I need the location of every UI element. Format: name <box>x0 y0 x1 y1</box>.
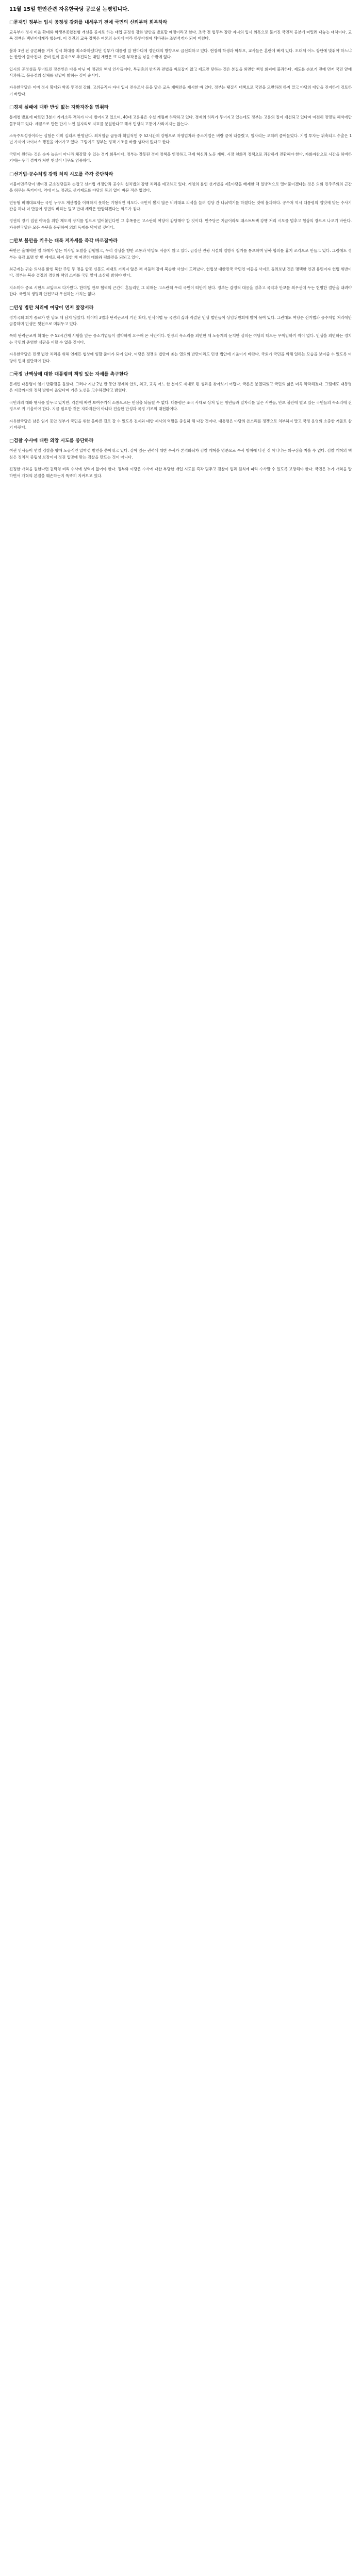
statement-section <box>9 238 352 297</box>
statement-section <box>9 20 352 97</box>
body-paragraph: 특히 탄력근로제 확대는 주 52시간제 시행을 앞둔 중소기업들이 절박하게 요구해 온 사안이다. 현장의 목소리를 외면한 채 노동계의 눈치만 살피는 여당의 태도는 무책임하기 짝이 없다. 민생을 외면하는 정치는 국민의 준엄한 심판을 피할 수 없을 것이다. <box>9 333 352 345</box>
statement-section <box>9 105 352 164</box>
section-heading: □경제 실패에 대한 반성 없는 자화자찬을 멈춰라 <box>9 105 109 111</box>
body-paragraph: 더불어민주당이 범여권 군소정당들과 손잡고 선거법 개정안과 공수처 설치법의 강행 처리를 예고하고 있다. 게임의 룰인 선거법을 제1야당을 배제한 채 일방적으로 밀어붙이겠다는 것은 의회 민주주의의 근간을 허무는 폭거이다. 역대 어느 정권도 선거제도를 야당의 동의 없이 바꾼 적은 없었다. <box>9 181 352 193</box>
body-paragraph: 자유한국당은 이미 정시 확대와 학종 투명성 강화, 고위공직자 자녀 입시 전수조사 등을 담은 교육 개혁안을 제시한 바 있다. 정부는 땜질식 대책으로 국면을 모면하려 하지 말고 야당의 대안을 진지하게 검토하기 바란다. <box>9 85 352 96</box>
body-paragraph: 여권 인사들이 연일 검찰을 향해 노골적인 압박성 발언을 쏟아내고 있다. 살아 있는 권력에 대한 수사가 본격화되자 검찰 개혁을 명분으로 수사 방해에 나선 것 아니냐는 의구심을 지울 수 없다. 검찰 개혁의 핵심은 정치적 중립성 보장이지 정권 입맛에 맞는 검찰을 만드는 것이 아니다. <box>9 448 352 460</box>
statement-section <box>9 305 352 364</box>
body-paragraph: 최근에는 귀순 의사를 밝힌 북한 주민 두 명을 합동 신문도 제대로 거치지 않은 채 서둘러 강제 북송한 사실이 드러났다. 헌법상 대한민국 국민인 이들을 사지로 돌려보낸 것은 명백한 인권 유린이자 헌법 위반이다. 정부는 북송 결정의 경위와 책임 소재를 국민 앞에 소상히 밝혀야 한다. <box>9 266 352 278</box>
body-paragraph: 입시의 공정성을 무너뜨린 장본인은 다름 아닌 이 정권의 핵심 인사들이다. 특권층의 반칙과 편법을 바로잡지 않고 제도만 탓하는 것은 본질을 외면한 책임 회피에 불과하다. 제도를 손보기 전에 먼저 국민 앞에 사과하고, 불공정의 실체를 낱낱이 밝히는 것이 순서다. <box>9 66 352 78</box>
statement-section <box>9 371 352 431</box>
sections-container <box>9 20 352 479</box>
statement-section <box>9 438 352 479</box>
body-paragraph: 통계청 발표에 따르면 3분기 가계소득 격차가 다시 벌어지고 있으며, 40대 고용률은 수십 개월째 하락하고 있다. 경제의 허리가 무너지고 있는데도 정부는 고용의 질이 개선되고 있다며 여전히 장밋빛 해석에만 몰두하고 있다. 세금으로 만든 단기 노인 일자리로 지표를 분칠한다고 해서 민생의 고통이 사라지지는 않는다. <box>9 115 352 126</box>
section-heading: □문재인 정부는 입시 공정성 강화를 내세우기 전에 국민의 신뢰부터 회복하라 <box>9 20 168 25</box>
section-heading: □국정 난맥상에 대한 대통령의 책임 있는 자세를 촉구한다 <box>9 372 128 377</box>
body-paragraph: 정기국회 회기 종료가 한 달도 채 남지 않았다. 데이터 3법과 탄력근로제 기간 확대, 민식이법 등 국민의 삶과 직결된 민생 법안들이 상임위원회에 발이 묶여 있다. 그런데도 여당은 선거법과 공수처법 처리에만 골몰하며 민생은 뒷전으로 미뤄두고 있다. <box>9 315 352 326</box>
body-paragraph: 연동형 비례대표제는 국민 누구도 계산법을 이해하지 못하는 기형적인 제도다. 국민이 뽑지 않은 비례대표 의석을 늘려 정당 간 나눠먹기를 하겠다는 것에 불과하다. 공수처 역시 대통령의 입맛에 맞는 수사기관을 하나 더 만들어 정권의 비리는 덮고 반대 세력은 탄압하겠다는 의도가 짙다. <box>9 200 352 211</box>
body-paragraph: 소득주도성장이라는 실험은 이미 실패로 판명났다. 최저임금 급등과 획일적인 주 52시간제 강행으로 자영업자와 중소기업은 벼랑 끝에 내몰렸고, 일자리는 오히려 줄어들었다. 기업 투자는 위축되고 수출은 1년 가까이 마이너스 행진을 이어가고 있다. 그럼에도 정부는 정책 기조를 바꿀 생각이 없다고 한다. <box>9 133 352 145</box>
body-paragraph: 교육부가 정시 비율 확대와 학생부종합전형 개선을 골자로 하는 대입 공정성 강화 방안을 발표할 예정이라고 한다. 조국 전 법무부 장관 자녀의 입시 의혹으로 불거진 국민적 공분에 떠밀려 내놓는 대책이다. 교육 정책은 백년지대계라 했는데, 이 정권의 교육 정책은 여론의 눈치에 따라 하루아침에 뒤바뀌는 조변석개가 되어 버렸다. <box>9 30 352 41</box>
section-heading: □민생 법안 처리에 여당이 먼저 앞장서라 <box>9 305 94 311</box>
body-paragraph: 자유한국당은 남은 임기 동안 정부가 국민을 위한 올바른 길로 갈 수 있도록 견제와 대안 제시의 역할을 충실히 해 나갈 것이다. 대통령은 야당의 쓴소리를 정쟁으로 치부하지 말고 국정 운영의 소중한 거울로 삼기 바란다. <box>9 418 352 430</box>
body-paragraph: 정권의 장기 집권 야욕을 위한 제도적 장치를 힘으로 밀어붙인다면 그 후폭풍은 고스란히 여당이 감당해야 할 것이다. 민주당은 지금이라도 패스트트랙 강행 처리 시도를 멈추고 협상의 장으로 나오기 바란다. 자유한국당은 모든 수단을 동원하여 의회 독재를 막아낼 것이다. <box>9 218 352 230</box>
body-paragraph: 북한은 올해에만 열 차례가 넘는 미사일 도발을 감행했고, 우리 정상을 향한 조롱과 막말도 서슴지 않고 있다. 금강산 관광 시설의 일방적 철거를 통보하며 남북 합의를 휴지 조각으로 만들고 있다. 그럼에도 정부는 유감 표명 한 번 제대로 하지 못한 채 여전히 대화와 평화만을 되뇌고 있다. <box>9 248 352 260</box>
document-title: 11월 15일 현안관련 자유한국당 공보실 논평입니다. <box>9 7 129 12</box>
body-paragraph: 지소미아 종료 시한도 코앞으로 다가왔다. 한미일 안보 협력의 근간이 흔들리면 그 피해는 고스란히 우리 국민이 떠안게 된다. 정부는 감정적 대응을 멈추고 국익과 안보를 최우선에 두는 현명한 결단을 내려야 한다. 국민의 생명과 안전보다 우선하는 가치는 없다. <box>9 285 352 297</box>
body-paragraph: 국민이 원하는 것은 숫자 놀음이 아니라 체감할 수 있는 경기 회복이다. 정부는 잘못된 경제 정책을 인정하고 규제 혁신과 노동 개혁, 시장 친화적 정책으로 과감하게 전환해야 한다. 자화자찬으로 시간을 허비하기에는 우리 경제가 처한 현실이 너무도 엄중하다. <box>9 151 352 163</box>
body-paragraph: 불과 1년 전 공론화를 거쳐 정시 확대를 최소화하겠다던 정부가 대통령 말 한마디에 정반대의 방향으로 급선회하고 있다. 현장의 학생과 학부모, 교사들은 혼란에 빠져 있다. 도대체 어느 장단에 맞춰야 하느냐는 한탄이 쏟아진다. 준비 없이 졸속으로 추진되는 대입 개편은 또 다른 부작용을 낳을 수밖에 없다. <box>9 48 352 60</box>
body-paragraph: 문재인 대통령이 임기 반환점을 돌았다. 그러나 지난 2년 반 동안 경제와 안보, 외교, 교육 어느 한 분야도 제대로 된 성과를 찾아보기 어렵다. 국론은 분열되었고 국민의 삶은 더욱 팍팍해졌다. 그럼에도 대통령은 지금까지의 정책 방향이 옳았다며 기존 노선을 고수하겠다고 밝혔다. <box>9 382 352 393</box>
body-paragraph: 국민과의 대화 행사를 앞두고 있지만, 각본에 짜인 보여주기식 소통으로는 민심을 되돌릴 수 없다. 대통령은 조국 사태로 상처 입은 청년들과 일자리를 잃은 서민들, 안보 불안에 떨고 있는 국민들의 목소리에 진정으로 귀 기울여야 한다. 지금 필요한 것은 자화자찬이 아니라 진솔한 반성과 국정 기조의 대전환이다. <box>9 400 352 412</box>
body-paragraph: 진정한 개혁을 원한다면 권력형 비리 수사에 성역이 없어야 한다. 정부와 여당은 수사에 대한 부당한 개입 시도를 즉각 멈추고 검찰이 법과 원칙에 따라 수사할 수 있도록 보장해야 한다. 국민은 누가 개혁을 말하면서 개혁의 본질을 훼손하는지 똑똑히 지켜보고 있다. <box>9 467 352 478</box>
section-heading: □검찰 수사에 대한 외압 시도를 중단하라 <box>9 438 94 444</box>
statement-section <box>9 172 352 231</box>
section-heading: □안보 불안을 키우는 대북 저자세를 즉각 바로잡아라 <box>9 239 118 244</box>
section-heading: □선거법·공수처법 강행 처리 시도를 즉각 중단하라 <box>9 172 113 177</box>
body-paragraph: 자유한국당은 민생 법안 처리를 위해 언제든 협상에 임할 준비가 되어 있다. 여당은 정쟁용 법안에 쏟는 열의의 반만이라도 민생 법안에 기울이기 바란다. 국회가 국민을 위해 일하는 모습을 보여줄 수 있도록 여당이 먼저 결단해야 한다. <box>9 352 352 363</box>
